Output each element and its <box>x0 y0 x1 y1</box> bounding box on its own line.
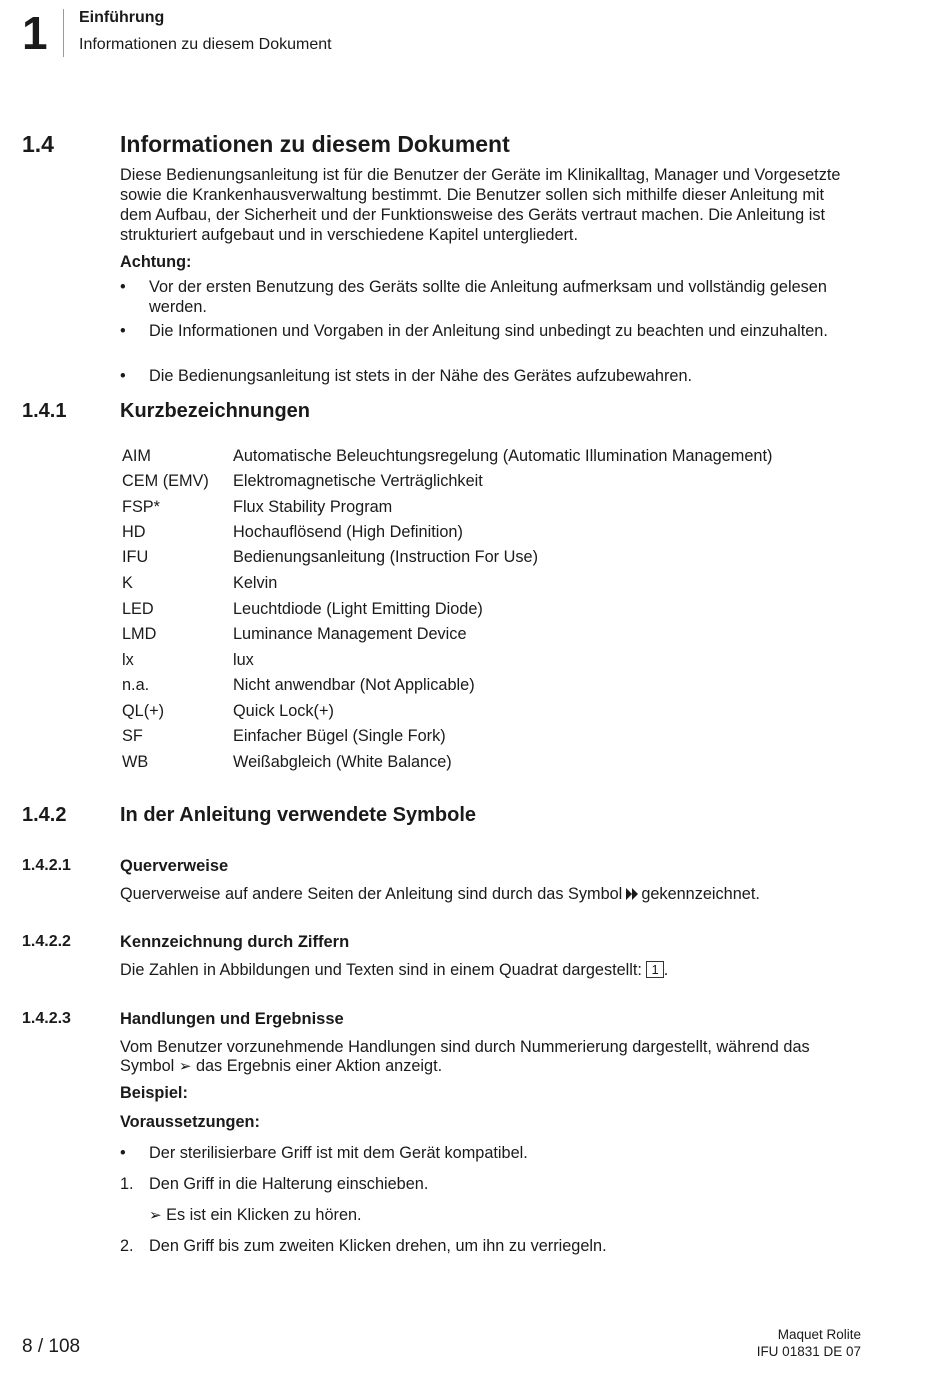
step-2-text: Den Griff bis zum zweiten Klicken drehen, um ihn zu verriegeln. <box>149 1237 607 1255</box>
footer-doc-id: IFU 01831 DE 07 <box>756 1344 861 1359</box>
abbreviation-value: Hochauflösend (High Definition) <box>233 523 463 541</box>
actions-text: Symbol <box>120 1057 175 1075</box>
abbreviation-value: Einfacher Bügel (Single Fork) <box>233 727 446 745</box>
section-1-4-paragraph: Diese Bedienungsanleitung ist für die Benutzer der Geräte im Klinikalltag, Manager und Vorgesetzte sowie die Krankenhausverwaltung bestimmt. Die Benutzer sollen sich mithilfe dieser Anleitung mit dem Aufbau, der Sicherheit und der Funktionsweise des Geräts vertraut machen. Die Anleitung ist strukturiert aufgebaut und in verschiedene Kapitel untergliedert. <box>120 166 841 244</box>
section-1-4-2-1-number: 1.4.2.1 <box>22 857 71 874</box>
section-1-4-title: Informationen zu diesem Dokument <box>120 131 510 157</box>
step-1 <box>120 1174 860 1194</box>
example-label: Beispiel: <box>120 1084 188 1102</box>
bullet-mark: • <box>120 322 126 340</box>
caution-bullet <box>120 321 860 341</box>
actions-paragraph-line-1: Vom Benutzer vorzunehmende Handlungen sind durch Nummerierung dargestellt, während das <box>120 1038 810 1056</box>
abbreviation-value: Nicht anwendbar (Not Applicable) <box>233 676 475 694</box>
section-1-4-2-2-title: Kennzeichnung durch Ziffern <box>120 933 350 951</box>
abbreviation-key: lx <box>122 651 134 669</box>
chapter-title: Einführung <box>79 9 165 26</box>
abbreviation-value: Leuchtdiode (Light Emitting Diode) <box>233 600 483 618</box>
result-arrow-icon: ➢ <box>149 1207 162 1224</box>
bullet-mark: • <box>120 1144 126 1162</box>
result-arrow-icon: ➢ <box>178 1058 192 1075</box>
caution-bullet-text: Die Informationen und Vorgaben in der Anleitung sind unbedingt zu beachten und einzuhalten. <box>149 322 828 340</box>
double-arrow-icon <box>626 885 639 905</box>
header-section-title: Informationen zu diesem Dokument <box>79 36 332 53</box>
caution-bullet <box>120 366 860 386</box>
bullet-mark: • <box>120 278 126 296</box>
section-1-4-1-title: Kurzbezeichnungen <box>120 400 311 422</box>
section-1-4-2-number: 1.4.2 <box>22 804 67 826</box>
page-number: 8 / 108 <box>22 1336 81 1357</box>
header-divider <box>63 9 64 57</box>
prerequisites-label: Voraussetzungen: <box>120 1113 260 1131</box>
number-marking-paragraph <box>120 960 668 980</box>
step-1-number: 1. <box>120 1175 134 1193</box>
abbreviation-key: AIM <box>122 447 151 465</box>
abbreviation-value: lux <box>233 651 254 669</box>
caution-bullet <box>120 277 860 317</box>
abbreviation-key: CEM (EMV) <box>122 472 209 490</box>
abbreviation-value: Weißabgleich (White Balance) <box>233 753 452 771</box>
abbreviation-key: LMD <box>122 625 157 643</box>
prerequisite-text: Der sterilisierbare Griff ist mit dem Gerät kompatibel. <box>149 1144 528 1162</box>
abbreviation-value: Elektromagnetische Verträglichkeit <box>233 472 483 490</box>
abbreviation-key: IFU <box>122 548 149 566</box>
actions-text-end: das Ergebnis einer Aktion anzeigt. <box>195 1057 443 1075</box>
number-marking-end: . <box>663 961 669 979</box>
section-1-4-2-3-number: 1.4.2.3 <box>22 1010 71 1027</box>
abbreviation-key: QL(+) <box>122 702 165 720</box>
chapter-number: 1 <box>22 7 48 59</box>
section-1-4-1-number: 1.4.1 <box>22 400 67 422</box>
number-marking-text: Die Zahlen in Abbildungen und Texten sind in einem Quadrat dargestellt: <box>120 961 642 979</box>
caution-bullet-text: Die Bedienungsanleitung ist stets in der Nähe des Gerätes aufzubewahren. <box>149 367 693 385</box>
result-1 <box>149 1205 362 1226</box>
step-2 <box>120 1236 860 1256</box>
abbreviation-key: HD <box>122 523 146 541</box>
caution-label: Achtung: <box>120 253 192 271</box>
section-1-4-2-3-title: Handlungen und Ergebnisse <box>120 1010 344 1028</box>
cross-reference-paragraph <box>120 884 760 905</box>
boxed-number: 1 <box>646 961 663 978</box>
abbreviation-key: n.a. <box>122 676 150 694</box>
abbreviation-key: SF <box>122 727 143 745</box>
abbreviation-value: Luminance Management Device <box>233 625 467 643</box>
abbreviation-value: Kelvin <box>233 574 278 592</box>
step-2-number: 2. <box>120 1237 134 1255</box>
abbreviation-value: Bedienungsanleitung (Instruction For Use) <box>233 548 538 566</box>
footer-product: Maquet Rolite <box>777 1327 861 1342</box>
abbreviation-key: WB <box>122 753 149 771</box>
section-1-4-2-title: In der Anleitung verwendete Symbole <box>120 804 476 826</box>
step-1-text: Den Griff in die Halterung einschieben. <box>149 1175 429 1193</box>
abbreviation-value: Automatische Beleuchtungsregelung (Automatic Illumination Management) <box>233 447 773 465</box>
bullet-mark: • <box>120 367 126 385</box>
abbreviation-value: Quick Lock(+) <box>233 702 334 720</box>
abbreviation-value: Flux Stability Program <box>233 498 393 516</box>
abbreviation-key: FSP* <box>122 498 161 516</box>
section-1-4-2-2-number: 1.4.2.2 <box>22 933 71 950</box>
section-1-4-2-1-title: Querverweise <box>120 857 229 875</box>
section-1-4-number: 1.4 <box>22 131 54 157</box>
caution-bullet-text: Vor der ersten Benutzung des Geräts sollte die Anleitung aufmerksam und vollständig gelesen werden. <box>149 278 827 316</box>
abbreviation-key: LED <box>122 600 154 618</box>
abbreviation-key: K <box>122 574 133 592</box>
cross-reference-text: Querverweise auf andere Seiten der Anleitung sind durch das Symbol <box>120 885 623 903</box>
cross-reference-text-end: gekennzeichnet. <box>641 885 760 903</box>
result-1-text: Es ist ein Klicken zu hören. <box>166 1206 362 1224</box>
prerequisite-bullet <box>120 1143 860 1163</box>
actions-paragraph-line-2 <box>120 1056 442 1077</box>
